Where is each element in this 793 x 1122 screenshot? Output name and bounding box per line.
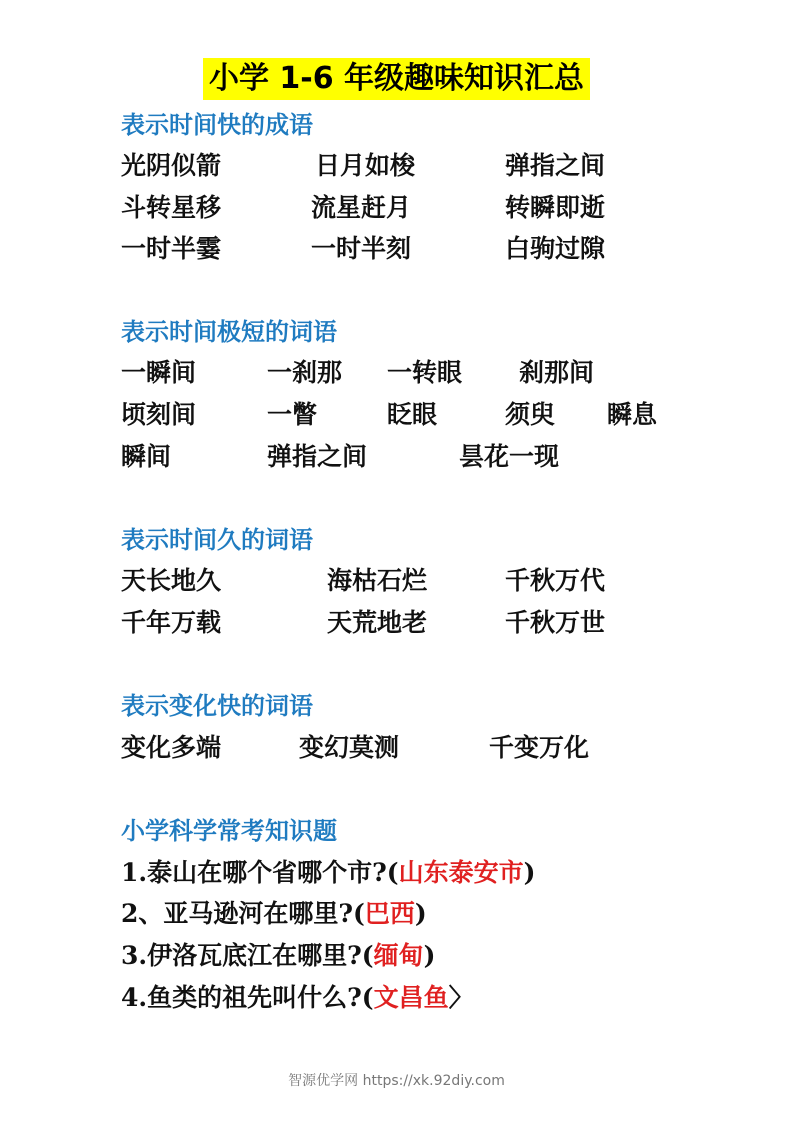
quiz-item [121,856,535,890]
quiz-close: ) [414,899,427,928]
quiz-answer: 文昌鱼 [373,983,449,1012]
word-item: 一瞥 [267,400,318,429]
word-item: 弹指之间 [505,151,606,180]
word-item: 须臾 [505,400,556,429]
word-item: 顷刻间 [121,400,197,429]
word-item: 海枯石烂 [327,566,428,595]
word-row [121,564,681,598]
quiz-question: 3.伊洛瓦底江在哪里?( [121,941,374,970]
quiz-question: 2、亚马逊河在哪里?( [121,899,365,928]
section-heading-long-time: 表示时间久的词语 [121,525,313,554]
quiz-answer: 缅甸 [373,941,424,970]
word-item: 千年万载 [121,608,222,637]
word-item: 天荒地老 [327,608,428,637]
quiz-answer: 山东泰安市 [398,858,524,887]
section-heading-fast-change: 表示变化快的词语 [121,691,313,720]
word-row [121,191,681,225]
word-item: 天长地久 [121,566,222,595]
quiz-answer: 巴西 [364,899,415,928]
quiz-item [121,897,427,931]
word-row [121,356,681,390]
word-item: 昙花一现 [459,442,560,471]
word-row [121,440,681,474]
word-item: 一时半刻 [311,234,412,263]
footer-watermark: 智源优学网 https://xk.92diy.com [288,1073,505,1089]
word-row [121,149,681,183]
quiz-close: ) [523,858,536,887]
word-item: 一转眼 [387,358,463,387]
title-container [0,58,793,100]
word-item: 瞬间 [121,442,172,471]
word-item: 瞬息 [607,400,658,429]
quiz-close: ) [423,941,436,970]
word-item: 流星赶月 [311,193,412,222]
page-title: 小学 1-6 年级趣味知识汇总 [203,58,590,100]
word-item: 斗转星移 [121,193,222,222]
word-item: 千秋万代 [505,566,606,595]
word-item: 变幻莫测 [299,733,400,762]
word-item: 千变万化 [489,733,590,762]
section-heading-fast-idioms: 表示时间快的成语 [121,110,313,139]
word-item: 一刹那 [267,358,343,387]
quiz-close: 〉 [448,983,474,1012]
quiz-item [121,939,435,973]
word-item: 日月如梭 [315,151,416,180]
word-item: 弹指之间 [267,442,368,471]
word-item: 一时半霎 [121,234,222,263]
word-item: 眨眼 [387,400,438,429]
quiz-item [121,981,474,1015]
word-item: 千秋万世 [505,608,606,637]
word-item: 变化多端 [121,733,222,762]
word-row [121,398,681,432]
word-item: 一瞬间 [121,358,197,387]
section-heading-short-time: 表示时间极短的词语 [121,317,337,346]
word-item: 刹那间 [519,358,595,387]
quiz-heading: 小学科学常考知识题 [121,816,337,845]
word-row [121,232,681,266]
word-row [121,606,681,640]
word-row [121,731,681,765]
word-item: 白驹过隙 [505,234,606,263]
quiz-question: 1.泰山在哪个省哪个市?( [121,858,399,887]
word-item: 转瞬即逝 [505,193,606,222]
quiz-question: 4.鱼类的祖先叫什么?( [121,983,374,1012]
word-item: 光阴似箭 [121,151,222,180]
